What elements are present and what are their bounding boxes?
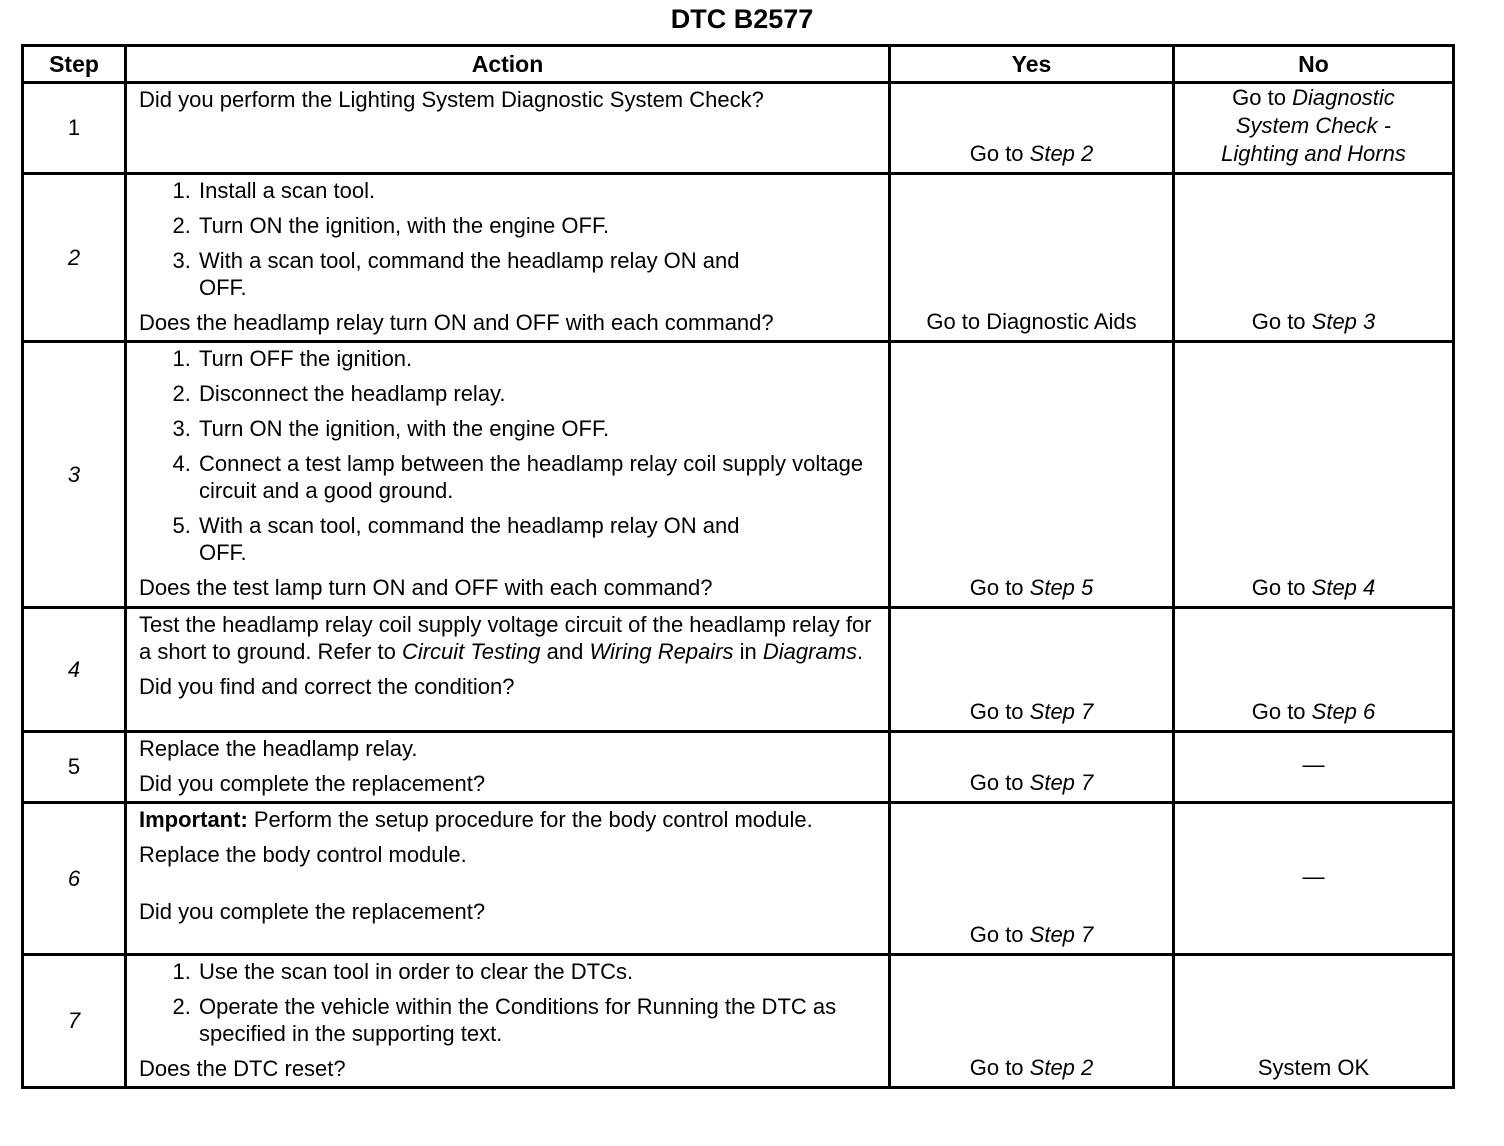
action-step-item: 1. Turn OFF the ignition. [197,345,880,372]
yes-cell [890,803,1174,955]
action-question: Did you find and correct the condition? [139,674,515,699]
action-step-item: 5. With a scan tool, command the headlamp relay ON and OFF. [197,512,880,566]
action-step-item: 2. Operate the vehicle within the Conditions for Running the DTC as specified in the supporting text. [197,993,880,1047]
no-step-link[interactable]: Step 6 [1311,699,1376,724]
step-number: 4 [23,608,126,732]
instruction-text: in [733,639,763,664]
yes-prefix: Go to [969,575,1030,600]
no-cell [1174,955,1454,1088]
action-cell [126,803,890,955]
header-yes: Yes [890,46,1174,83]
yes-step-link[interactable]: Step 2 [1029,141,1094,166]
step-number: 6 [23,803,126,955]
action-step-item: 4. Connect a test lamp between the headlamp relay coil supply voltage circuit and a good ground. [197,450,880,504]
table-row [23,608,1454,732]
not-applicable-dash: — [1302,752,1325,777]
action-cell [126,342,890,608]
no-prefix: Go to [1232,85,1293,110]
table-row [23,174,1454,342]
action-instruction: Replace the headlamp relay. [139,736,418,761]
no-cell [1174,342,1454,608]
action-steps [139,177,880,301]
instruction-text: Test the headlamp relay coil supply voltage circuit of the headlamp relay for a short to ground. Refer to [139,612,872,664]
system-ok-text: System OK [1257,1055,1370,1080]
yes-step-link[interactable]: Step 7 [1029,699,1094,724]
instruction-text: . [857,639,864,664]
yes-step-link[interactable]: Step 2 [1029,1055,1094,1080]
step-number: 5 [23,732,126,803]
header-row [23,46,1454,83]
yes-cell [890,732,1174,803]
yes-prefix: Go to [969,699,1030,724]
yes-cell [890,174,1174,342]
yes-step-link[interactable]: Step 7 [1029,922,1094,947]
no-cell [1174,732,1454,803]
yes-prefix: Go to [969,141,1030,166]
yes-prefix: Go to [969,922,1030,947]
step-number: 2 [23,174,126,342]
no-cell [1174,174,1454,342]
action-instruction: Replace the body control module. [139,842,467,867]
step-number: 1 [23,83,126,174]
diagnostic-table [21,44,1455,1089]
no-step-link[interactable]: Step 4 [1311,575,1376,600]
table-row [23,83,1454,174]
step-number: 3 [23,342,126,608]
important-note [139,806,880,833]
no-reference-link[interactable]: Diagnostic System Check - Lighting and Horns [1221,85,1406,166]
action-step-item: 1. Use the scan tool in order to clear the DTCs. [197,958,880,985]
no-cell [1174,803,1454,955]
action-question: Does the test lamp turn ON and OFF with each command? [139,575,713,600]
action-question: Did you perform the Lighting System Diagnostic System Check? [139,87,764,112]
header-action: Action [126,46,890,83]
no-prefix: Go to [1251,699,1312,724]
no-cell [1174,608,1454,732]
yes-prefix: Go to [969,770,1030,795]
circuit-testing-link[interactable]: Circuit Testing [401,639,541,664]
action-question: Does the headlamp relay turn ON and OFF with each command? [139,310,774,335]
action-question: Does the DTC reset? [139,1056,346,1081]
yes-cell [890,955,1174,1088]
important-text: Perform the setup procedure for the body control module. [247,807,813,832]
page-title: DTC B2577 [670,4,814,34]
action-step-item: 2. Turn ON the ignition, with the engine OFF. [197,212,880,239]
yes-prefix: Go to [969,1055,1030,1080]
action-cell [126,732,890,803]
action-cell [126,608,890,732]
yes-step-link[interactable]: Step 7 [1029,770,1094,795]
action-question: Did you complete the replacement? [139,771,486,796]
action-instruction [139,611,880,665]
yes-cell [890,83,1174,174]
no-prefix: Go to [1251,575,1312,600]
action-step-item: 2. Disconnect the headlamp relay. [197,380,880,407]
no-cell [1174,83,1454,174]
header-step: Step [23,46,126,83]
action-question: Did you complete the replacement? [139,899,486,924]
no-step-link[interactable]: Step 3 [1311,309,1376,334]
yes-cell [890,342,1174,608]
table-row [23,803,1454,955]
instruction-text: and [540,639,590,664]
yes-cell [890,608,1174,732]
step-number: 7 [23,955,126,1088]
not-applicable-dash: — [1302,863,1325,889]
action-steps [139,958,880,1047]
important-label: Important: [139,807,248,832]
table-row [23,342,1454,608]
yes-step-link[interactable]: Step 5 [1029,575,1094,600]
action-cell [126,955,890,1088]
action-step-item: 3. With a scan tool, command the headlamp relay ON and OFF. [197,247,880,301]
diagrams-link[interactable]: Diagrams [762,639,858,664]
header-no: No [1174,46,1454,83]
action-cell [126,83,890,174]
action-cell [126,174,890,342]
yes-reference-link[interactable]: Go to Diagnostic Aids [926,309,1137,334]
action-step-item: 1. Install a scan tool. [197,177,880,204]
table-row [23,955,1454,1088]
action-step-item: 3. Turn ON the ignition, with the engine OFF. [197,415,880,442]
action-steps [139,345,880,566]
wiring-repairs-link[interactable]: Wiring Repairs [589,639,734,664]
no-prefix: Go to [1251,309,1312,334]
table-row [23,732,1454,803]
